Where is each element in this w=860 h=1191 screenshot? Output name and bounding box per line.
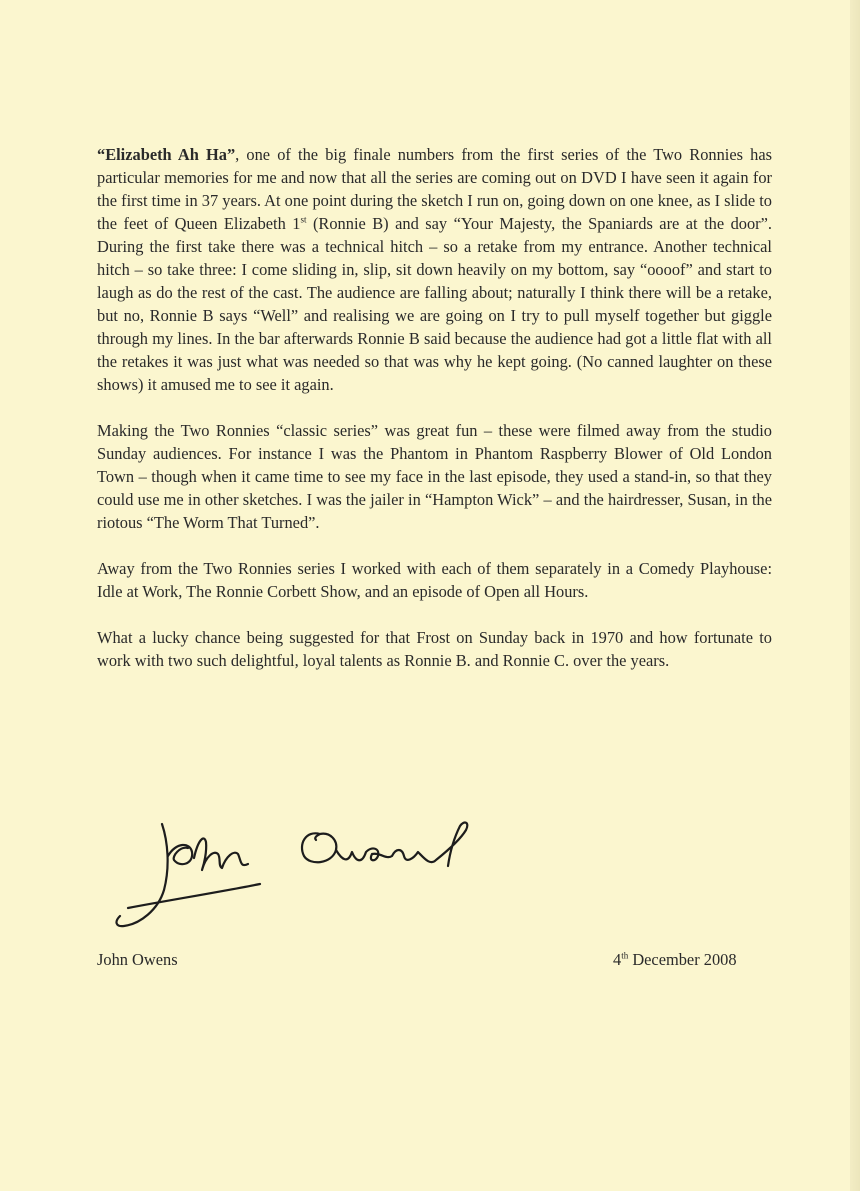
date-month-year: December 2008 [628,950,737,969]
handwritten-signature [110,812,480,942]
page-edge-shadow [850,0,860,1191]
paragraph-elizabeth-ah-ha [97,143,772,396]
paragraph-classic-series: Making the Two Ronnies “classic series” was great fun – these were filmed away from the studio Sunday audiences. For instance I was the Phantom in Phantom Raspberry Blower of Old London Town – though when it came time to see my face in the last episode, they used a stand-in, so that they could use me in other sketches. I was the jailer in “Hampton Wick” – and the hairdresser, Susan, in the riotous “The Worm That Turned”. [97,421,772,532]
letter-body [97,143,772,695]
letter-date [613,950,737,970]
signatory-name: John Owens [97,950,178,969]
paragraph-away-from-series: Away from the Two Ronnies series I worked with each of them separately in a Comedy Playhouse: Idle at Work, The Ronnie Corbett Show, and an episode of Open all Hours. [97,559,772,601]
ordinal-suffix: st [300,214,307,225]
paragraph-text: (Ronnie B) and say “Your Majesty, the Spaniards are at the door”. During the first take there was a technical hitch – so a retake from my entrance. Another technical hitch – so take three: I come sliding in, slip, sit down heavily on my bottom, say “oooof” and start to laugh as do the rest of the cast. The audience are falling about; naturally I think there will be a retake, but no, Ronnie B says “Well” and realising we are going on I try to pull myself together but giggle through my lines. In the bar afterwards Ronnie B said because the audience had got a little flat with all the retakes it was just what was needed so that was why he kept going. (No canned laughter on these shows) it amused me to see it again. [97,214,773,394]
date-ordinal-suffix: th [621,950,629,961]
paragraph-lucky-chance: What a lucky chance being suggested for that Frost on Sunday back in 1970 and how fortunate to work with two such delightful, loyal talents as Ronnie B. and Ronnie C. over the years. [97,628,772,670]
sketch-title: “Elizabeth Ah Ha” [97,145,236,164]
date-day: 4 [613,950,622,969]
paragraph-text: , one of the big finale numbers from the first series of the Two Ronnies has particular memories for me and now that all the series are coming out on DVD I have seen it again for the first time in 37 years. At one point during the sketch I run on, going down on one knee, as I slide to the feet of Queen Elizabeth 1 [97,145,772,233]
